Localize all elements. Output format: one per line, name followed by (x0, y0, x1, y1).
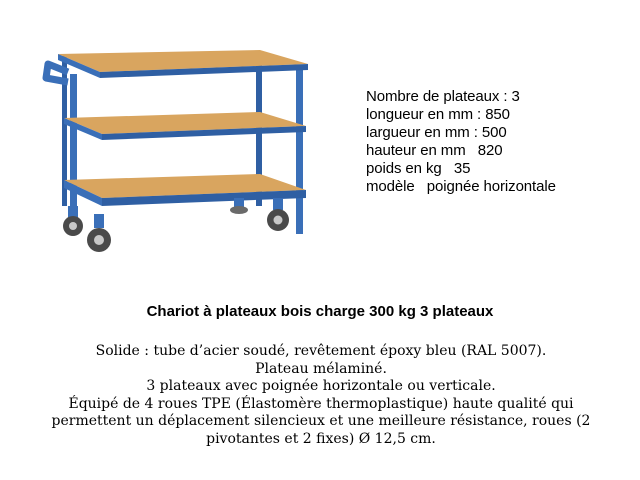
spec-longueur: longueur en mm : 850 (366, 106, 510, 123)
front-mid-bracket (94, 214, 104, 228)
wheel-front-left-hub (69, 222, 77, 230)
product-title-text: Chariot à plateaux bois charge 300 kg 3 plateaux (146, 303, 494, 320)
description-line: 3 plateaux avec poignée horizontale ou verticale. (146, 378, 496, 394)
spec-plateaux: Nombre de plateaux : 3 (366, 88, 520, 105)
wheel-back (230, 206, 248, 214)
description-line: Solide : tube d’acier soudé, revêtement époxy bleu (RAL 5007). (95, 343, 547, 359)
front-left-post (70, 74, 77, 224)
spec-poids: poids en kg 35 (366, 160, 471, 177)
shelf-cart-image (28, 30, 328, 260)
spec-largeur: largueur en mm : 500 (366, 124, 507, 141)
spec-hauteur: hauteur en mm 820 (366, 142, 503, 159)
product-description (6, 343, 636, 448)
wheel-front-mid-hub (94, 235, 104, 245)
product-title (0, 303, 640, 320)
product-image (28, 30, 328, 260)
description-line: Équipé de 4 roues TPE (Élastomère thermoplastique) haute qualité qui (68, 395, 574, 412)
description-line: pivotantes et 2 fixes) Ø 12,5 cm. (206, 430, 436, 447)
description-line: permettent un déplacement silencieux et une meilleure résistance, roues (2 (51, 413, 591, 429)
spec-list (366, 88, 556, 196)
spec-modele: modèle poignée horizontale (366, 178, 556, 195)
right-bracket (273, 198, 283, 210)
front-right-post (296, 66, 303, 234)
wheel-right-hub (274, 216, 283, 225)
description-line: Plateau mélaminé. (255, 360, 387, 377)
